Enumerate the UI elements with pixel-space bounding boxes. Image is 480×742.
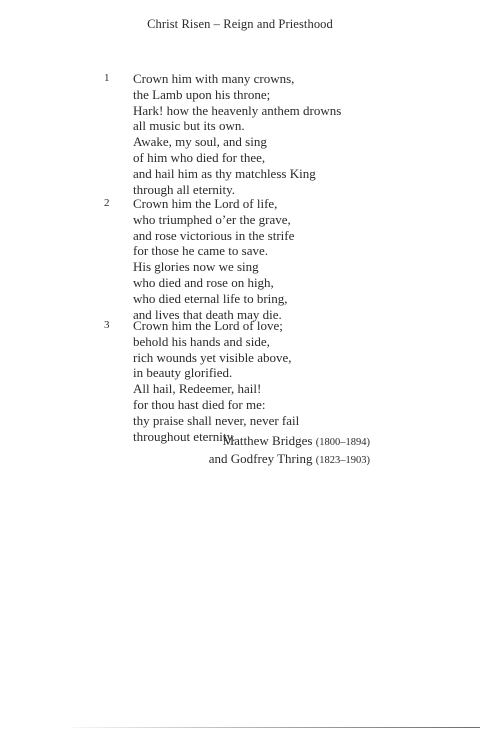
verse-lines [133, 318, 299, 444]
verse-line: and lives that death may die. [133, 306, 282, 322]
verse-line: who triumphed o’er the grave, [133, 211, 291, 227]
verse-line: Crown him the Lord of love; [133, 318, 283, 333]
verse-number: 3 [104, 319, 110, 331]
author-credits [209, 433, 370, 469]
verse-line: who died and rose on high, [133, 274, 274, 290]
verse-line: all music but its own. [133, 118, 245, 134]
verse-line: rich wounds yet visible above, [133, 349, 292, 365]
verse-number: 2 [104, 197, 110, 209]
verse-line: and rose victorious in the strife [133, 227, 295, 243]
author-dates: (1800–1894) [315, 437, 370, 448]
page-title: Christ Risen – Reign and Priesthood [147, 17, 333, 31]
verse-line: Crown him the Lord of life, [133, 196, 278, 211]
verse-line: who died eternal life to bring, [133, 290, 288, 306]
verse-line: throughout eternity. [133, 428, 236, 444]
verse-line: for those he came to save. [133, 243, 269, 259]
verse-line: of him who died for thee, [133, 149, 266, 165]
verse-line: for thou hast died for me: [133, 396, 266, 412]
credit-line [209, 433, 370, 451]
verse-lines [133, 71, 341, 197]
verse-line: Hark! how the heavenly anthem drowns [133, 102, 342, 118]
verse-number: 1 [104, 72, 110, 84]
verse-line: Awake, my soul, and sing [133, 134, 267, 150]
verse-line: Crown him with many crowns, [133, 71, 295, 86]
verse-line: in beauty glorified. [133, 365, 233, 381]
author-dates: (1823–1903) [315, 455, 370, 466]
verse-line: behold his hands and side, [133, 333, 270, 349]
scan-edge-rule [72, 727, 480, 728]
credit-line [209, 451, 370, 469]
author-name: Matthew Bridges [222, 433, 313, 448]
verse-line: His glories now we sing [133, 259, 259, 275]
verse-line: the Lamb upon his throne; [133, 86, 271, 102]
verse-lines [133, 196, 294, 322]
verse-line: through all eternity. [133, 181, 236, 197]
verse-line: and hail him as thy matchless King [133, 165, 316, 181]
verse-line: All hail, Redeemer, hail! [133, 381, 262, 397]
author-name: and Godfrey Thring [208, 451, 313, 466]
verse-line: thy praise shall never, never fail [133, 412, 300, 428]
